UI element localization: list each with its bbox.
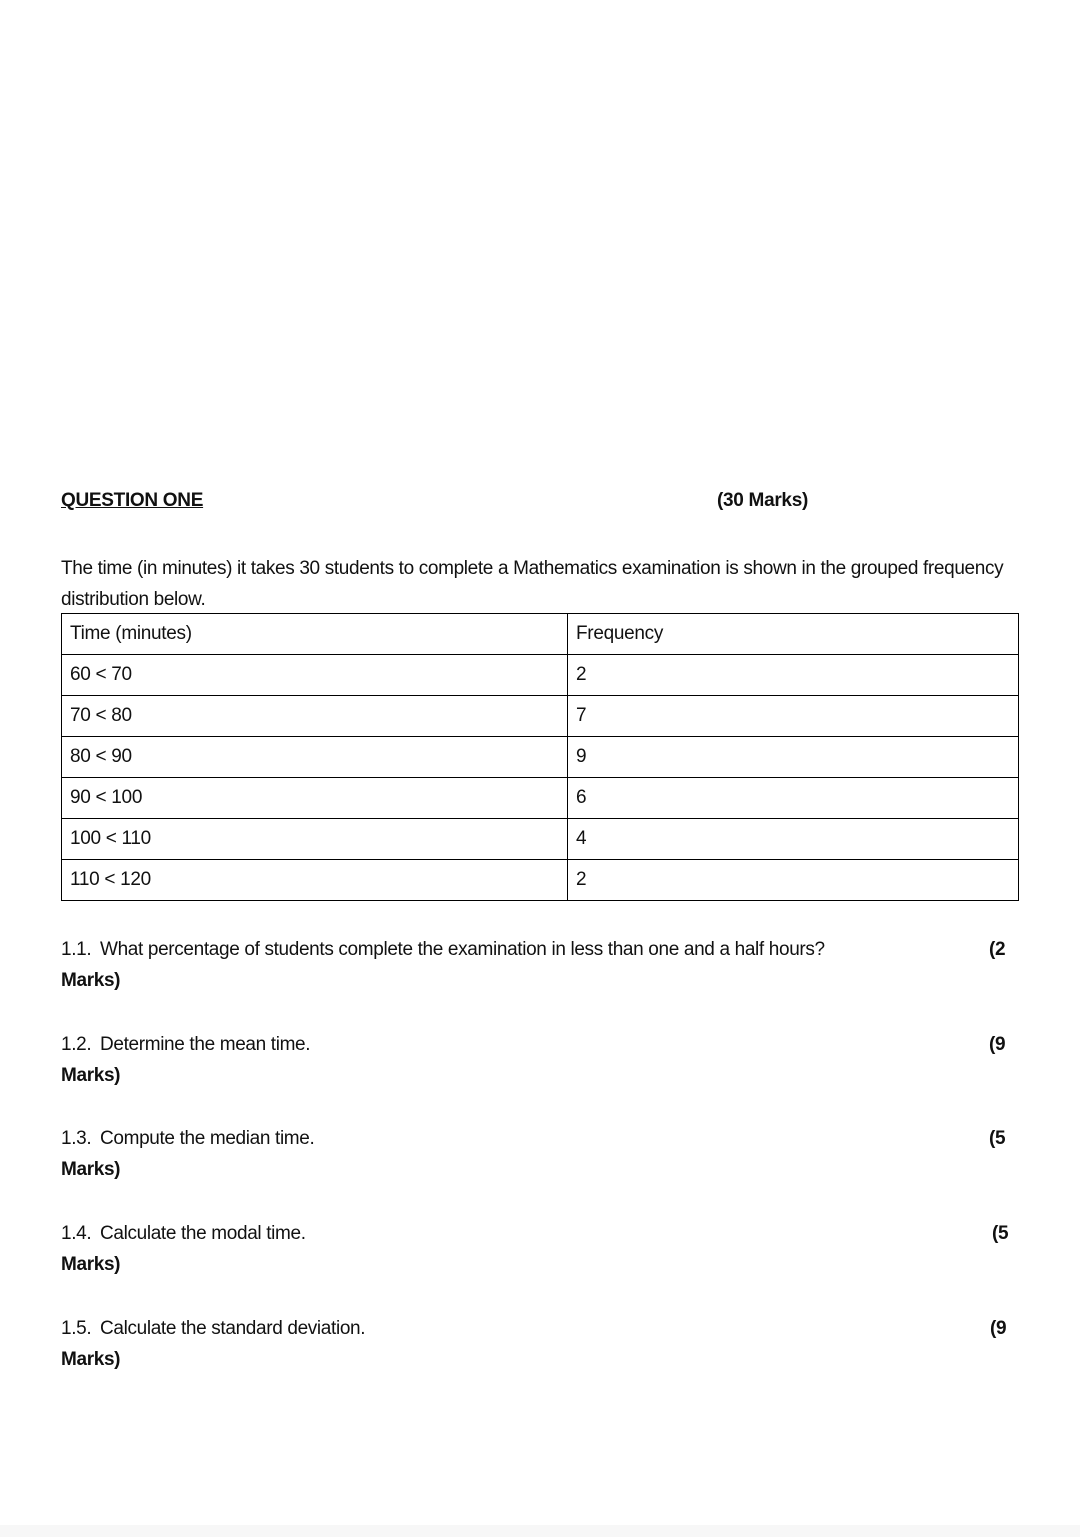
table-row: [62, 860, 1019, 901]
table-cell-time: 80 < 90: [62, 737, 568, 778]
subquestion-number: 1.4.: [61, 1223, 92, 1244]
table-cell-time: 90 < 100: [62, 778, 568, 819]
table-header-time: Time (minutes): [62, 614, 568, 655]
subquestion-marks: (5: [989, 1128, 1006, 1149]
question-title: QUESTION ONE: [61, 490, 204, 511]
subquestion-text: What percentage of students complete the examination in less than one and a half hours?: [100, 939, 825, 960]
subquestion-number: 1.5.: [61, 1318, 92, 1339]
table-row: [62, 696, 1019, 737]
table-cell-frequency: 4: [568, 819, 1019, 860]
subquestion-marks-suffix: Marks): [61, 1159, 121, 1180]
table-cell-frequency: 9: [568, 737, 1019, 778]
subquestion-text: Compute the median time.: [100, 1128, 315, 1149]
subquestion-marks: (9: [989, 1034, 1006, 1055]
subquestion-text: Determine the mean time.: [100, 1034, 311, 1055]
subquestion-1-3: [61, 1123, 1021, 1185]
subquestion-1-5: [61, 1313, 1021, 1375]
table-cell-time: 110 < 120: [62, 860, 568, 901]
subquestion-number: 1.3.: [61, 1128, 92, 1149]
table-header-row: [62, 614, 1019, 655]
table-cell-time: 70 < 80: [62, 696, 568, 737]
table-cell-frequency: 6: [568, 778, 1019, 819]
table-row: [62, 655, 1019, 696]
subquestion-marks-suffix: Marks): [61, 1349, 121, 1370]
table-cell-frequency: 7: [568, 696, 1019, 737]
question-intro: The time (in minutes) it takes 30 students to complete a Mathematics examination is shown in the grouped frequency distribution below.: [61, 558, 1004, 610]
subquestion-text: Calculate the modal time.: [100, 1223, 306, 1244]
subquestion-1-4: [61, 1218, 1021, 1280]
table-header-frequency: Frequency: [568, 614, 1019, 655]
subquestion-number: 1.1.: [61, 939, 92, 960]
subquestion-marks-suffix: Marks): [61, 1065, 121, 1086]
subquestion-marks-suffix: Marks): [61, 970, 121, 991]
table-row: [62, 737, 1019, 778]
subquestion-marks-suffix: Marks): [61, 1254, 121, 1275]
subquestion-marks: (9: [990, 1318, 1007, 1339]
table-cell-time: 100 < 110: [62, 819, 568, 860]
subquestion-1-2: [61, 1029, 1021, 1091]
subquestion-marks: (2: [989, 939, 1006, 960]
subquestion-marks: (5: [992, 1223, 1009, 1244]
subquestion-1-1: [61, 934, 1021, 996]
frequency-table: [61, 613, 1019, 901]
page-bottom-edge: [0, 1525, 1080, 1537]
table-cell-frequency: 2: [568, 860, 1019, 901]
subquestion-number: 1.2.: [61, 1034, 92, 1055]
table-cell-frequency: 2: [568, 655, 1019, 696]
table-cell-time: 60 < 70: [62, 655, 568, 696]
question-total-marks: (30 Marks): [717, 490, 808, 511]
table-row: [62, 819, 1019, 860]
table-row: [62, 778, 1019, 819]
subquestion-text: Calculate the standard deviation.: [100, 1318, 366, 1339]
